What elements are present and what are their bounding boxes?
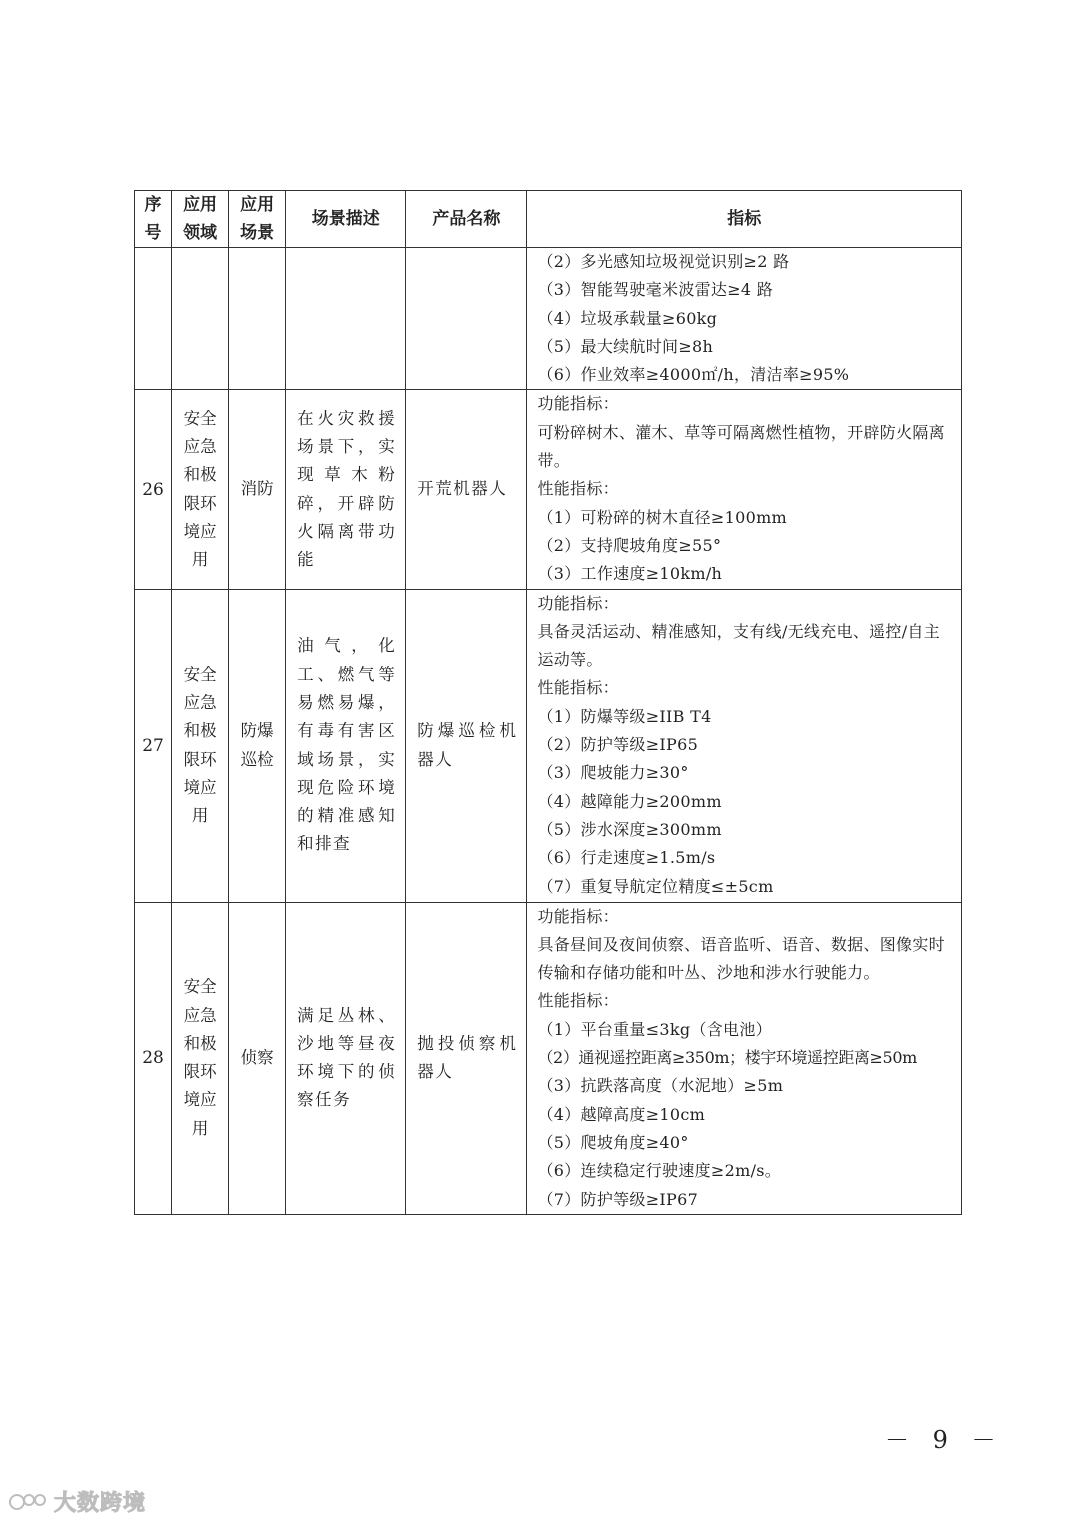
watermark-logo-icon bbox=[8, 1489, 50, 1515]
indicator-line: （4）垃圾承载量≥60kg bbox=[537, 308, 718, 328]
row-scene bbox=[229, 248, 286, 390]
page-number: － 9 － bbox=[885, 1426, 1004, 1454]
indicator-line: （1）可粉碎的树木直径≥100mm bbox=[537, 507, 788, 527]
indicator-line: 性能指标： bbox=[537, 991, 619, 1011]
row-product: 防爆巡检机器人 bbox=[406, 589, 527, 902]
table-row bbox=[135, 589, 962, 902]
row-scene: 侦察 bbox=[229, 902, 286, 1214]
indicator-line: 功能指标： bbox=[537, 394, 619, 414]
header-product: 产品名称 bbox=[406, 191, 527, 248]
header-indicators: 指标 bbox=[527, 191, 962, 248]
row-desc: 满足丛林、沙地等昼夜环境下的侦察任务 bbox=[286, 902, 406, 1214]
indicator-line: （1）平台重量≤3kg（含电池） bbox=[537, 1019, 772, 1039]
indicator-line: （3）抗跌落高度（水泥地）≥5m bbox=[537, 1076, 784, 1096]
row-no: 27 bbox=[135, 589, 172, 902]
indicator-line: （6）作业效率≥4000㎡/h，清洁率≥95% bbox=[537, 365, 850, 385]
indicator-line: （6）连续稳定行驶速度≥2m/s。 bbox=[537, 1161, 782, 1181]
row-indicators bbox=[527, 248, 962, 390]
row-field: 安全应急和极限环境应用 bbox=[172, 390, 229, 589]
table-row bbox=[135, 390, 962, 589]
indicator-line: （2）防护等级≥IP65 bbox=[537, 735, 699, 755]
row-product: 抛投侦察机器人 bbox=[406, 902, 527, 1214]
indicator-line: 性能指标： bbox=[537, 678, 619, 698]
indicator-line: 具备灵活运动、精准感知，支有线/无线充电、遥控/自主运动等。 bbox=[537, 621, 941, 670]
indicator-line: （3）工作速度≥10km/h bbox=[537, 564, 723, 584]
indicator-line: （3）爬坡能力≥30° bbox=[537, 763, 689, 783]
row-field bbox=[172, 248, 229, 390]
indicator-line: （5）涉水深度≥300mm bbox=[537, 819, 722, 839]
indicator-line: （2）支持爬坡角度≥55° bbox=[537, 535, 722, 555]
indicator-line: 具备昼间及夜间侦察、语音监听、语音、数据、图像实时传输和存储功能和叶丛、沙地和涉水行驶能力。 bbox=[537, 934, 945, 983]
watermark-text: 大数跨境 bbox=[54, 1491, 147, 1516]
row-no: 28 bbox=[135, 902, 172, 1214]
header-field: 应用领域 bbox=[172, 191, 229, 248]
table-row bbox=[135, 902, 962, 1214]
indicator-line: （7）防护等级≥IP67 bbox=[537, 1189, 699, 1209]
row-desc: 在火灾救援场景下，实现草木粉碎，开辟防火隔离带功能 bbox=[286, 390, 406, 589]
indicator-line: （5）最大续航时间≥8h bbox=[537, 336, 714, 356]
indicator-line: （7）重复导航定位精度≤±5cm bbox=[537, 876, 774, 896]
indicator-line: （4）越障高度≥10cm bbox=[537, 1104, 706, 1124]
indicator-table bbox=[134, 190, 962, 1215]
row-product: 开荒机器人 bbox=[406, 390, 527, 589]
indicator-line: 功能指标： bbox=[537, 906, 619, 926]
header-scene: 应用场景 bbox=[229, 191, 286, 248]
row-indicators bbox=[527, 390, 962, 589]
indicator-line: 功能指标： bbox=[537, 593, 619, 613]
table-row bbox=[135, 248, 962, 390]
row-desc: 油气，化工、燃气等易燃易爆，有毒有害区域场景，实现危险环境的精准感知和排查 bbox=[286, 589, 406, 902]
indicator-line: （4）越障能力≥200mm bbox=[537, 791, 722, 811]
indicator-line: 性能指标： bbox=[537, 479, 619, 499]
row-indicators bbox=[527, 589, 962, 902]
row-field: 安全应急和极限环境应用 bbox=[172, 589, 229, 902]
table-header-row bbox=[135, 191, 962, 248]
indicator-line: （3）智能驾驶毫米波雷达≥4 路 bbox=[537, 280, 774, 300]
row-no bbox=[135, 248, 172, 390]
row-scene: 防爆巡检 bbox=[229, 589, 286, 902]
indicator-line: （6）行走速度≥1.5m/s bbox=[537, 848, 716, 868]
watermark bbox=[8, 1486, 146, 1517]
header-desc: 场景描述 bbox=[286, 191, 406, 248]
row-scene: 消防 bbox=[229, 390, 286, 589]
row-product bbox=[406, 248, 527, 390]
indicator-line: （5）爬坡角度≥40° bbox=[537, 1132, 689, 1152]
header-no: 序号 bbox=[135, 191, 172, 248]
row-no: 26 bbox=[135, 390, 172, 589]
indicator-line: （2）多光感知垃圾视觉识别≥2 路 bbox=[537, 252, 790, 271]
row-desc bbox=[286, 248, 406, 390]
indicator-line: （1）防爆等级≥IIB T4 bbox=[537, 706, 712, 726]
indicator-line: （2）通视遥控距离≥350m；楼宇环境遥控距离≥50m bbox=[537, 1048, 917, 1068]
row-indicators bbox=[527, 902, 962, 1214]
row-field: 安全应急和极限环境应用 bbox=[172, 902, 229, 1214]
indicator-line: 可粉碎树木、灌木、草等可隔离燃性植物，开辟防火隔离带。 bbox=[537, 422, 945, 471]
